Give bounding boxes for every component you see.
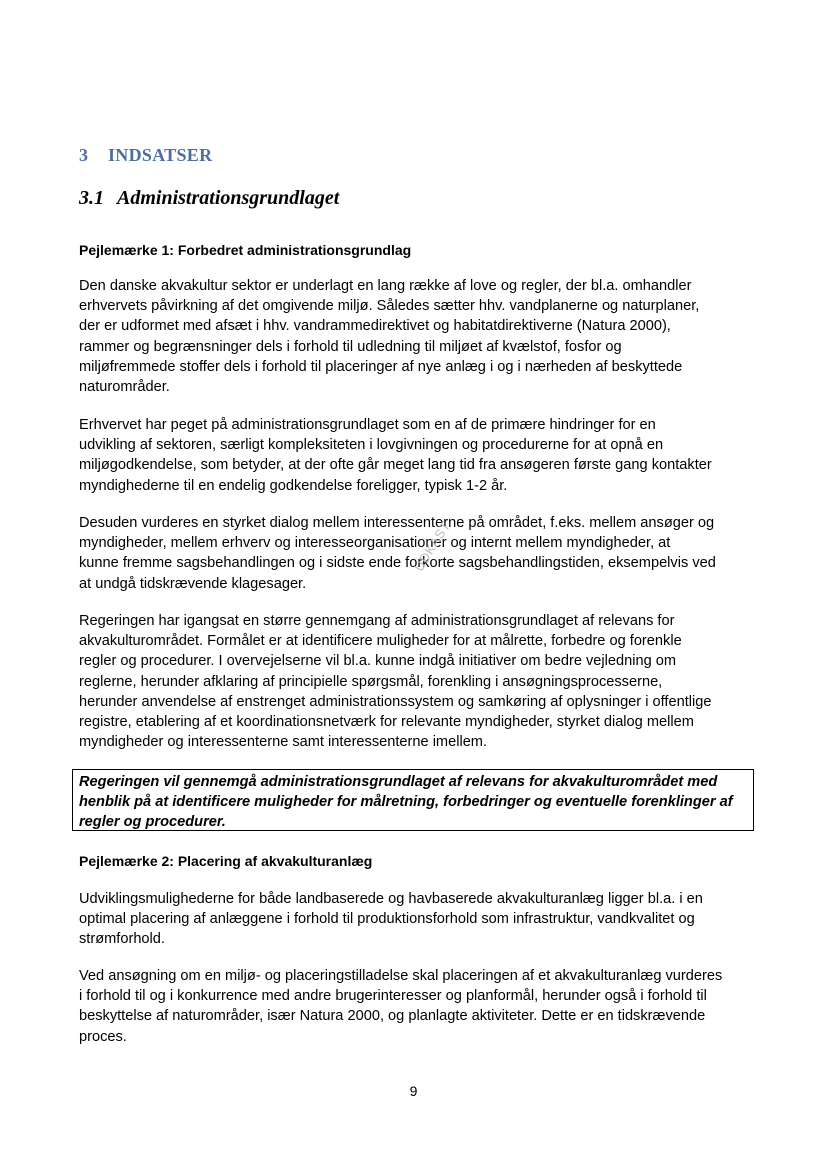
text-line: Desuden vurderes en styrket dialog mellem interessenterne på området, f.eks. mellem ansøger og	[79, 515, 715, 531]
text-line: regler og procedurer. I overvejelserne vil bl.a. kunne indgå initiativer om bedre vejledning om	[79, 653, 677, 670]
paragraph-2	[79, 415, 759, 496]
text-line: Udviklingsmulighederne for både landbaserede og havbaserede akvakulturanlæg ligger bl.a. i en	[79, 891, 703, 907]
text-line: der er udformet med afsæt i hhv. vandrammedirektivet og habitatdirektiverne (Natura 2000),	[79, 318, 671, 335]
text-line: Ved ansøgning om en miljø- og placeringstilladelse skal placeringen af et akvakulturanlæg vurderes	[79, 968, 723, 984]
text-line: rammer og begrænsninger dels i forhold til udledning til miljøet af kvælstof, fosfor og	[79, 338, 622, 355]
page-number: 9	[409, 1083, 418, 1099]
text-line: registre, etablering af et koordinationsnetværk for relevante myndigheder, styrket dialog mellem	[79, 714, 694, 731]
text-line: akvakulturområdet. Formålet er at identificere muligheder for at målrette, forbedre og forenkle	[79, 633, 682, 650]
section-heading	[79, 145, 212, 166]
section-number: 3	[79, 145, 89, 165]
text-line: herunder anvendelse af enstrenget administrationssystem og samkøring af oplysninger i offentlige	[79, 693, 712, 710]
text-line: i forhold til og i konkurrence med andre brugerinteresser og planformål, herunder også i forhold til	[79, 988, 707, 1005]
marker-1-heading: Pejlemærke 1: Forbedret administrationsgrundlag	[79, 242, 412, 258]
draft-watermark: UDKAST	[411, 518, 454, 574]
paragraph-4	[79, 611, 759, 752]
paragraph-6	[79, 966, 759, 1047]
text-line: miljøfremmede stoffer dels i forhold til placeringer af nye anlæg i og i nærheden af beskyttede	[79, 358, 683, 375]
text-line: udvikling af sektoren, særligt kompleksiteten i lovgivningen og procedurerne for at opnå en	[79, 437, 664, 454]
text-line: kunne fremme sagsbehandlingen og i sidste ende forkorte sagsbehandlingstiden, eksempelvis ved	[79, 555, 716, 572]
text-line: Den danske akvakultur sektor er underlagt en lang række af love og regler, der bl.a. omhandler	[79, 278, 692, 294]
text-line: Regeringen har igangsat en større gennemgang af administrationsgrundlaget af relevans for	[79, 613, 675, 629]
section-title: INDSATSER	[108, 145, 213, 165]
paragraph-5	[79, 889, 759, 950]
text-line: naturområder.	[79, 379, 170, 396]
text-line: strømforhold.	[79, 931, 165, 948]
text-line: myndighederne til en endelig godkendelse foreligger, typisk 1-2 år.	[79, 477, 508, 494]
text-line: reglerne, herunder afklaring af principielle spørgsmål, forenkling i ansøgningsprocesserne,	[79, 673, 663, 690]
subsection-number: 3.1	[79, 187, 104, 209]
text-line: Regeringen vil gennemgå administrationsgrundlaget af relevans for akvakulturområdet med	[79, 774, 718, 790]
text-line: myndigheder og interessenterne samt interessenterne imellem.	[79, 734, 488, 751]
text-line: at undgå tidskrævende klagesager.	[79, 575, 307, 592]
text-line: regler og procedurer.	[79, 814, 226, 831]
text-line: henblik på at identificere muligheder for målretning, forbedringer og eventuelle forenklinger af	[79, 794, 733, 811]
subsection-title: Administrationsgrundlaget	[117, 187, 340, 209]
text-line: proces.	[79, 1028, 127, 1045]
text-line: beskyttelse af naturområder, især Natura 2000, og planlagte aktiviteter. Dette er en tidskrævende	[79, 1008, 706, 1025]
text-line: myndigheder, mellem erhverv og interesseorganisationer og internt mellem myndigheder, at	[79, 535, 671, 552]
paragraph-1	[79, 276, 759, 397]
marker-2-heading: Pejlemærke 2: Placering af akvakulturanlæg	[79, 853, 373, 869]
text-line: Erhvervet har peget på administrationsgrundlaget som en af de primære hindringer for en	[79, 417, 656, 433]
text-line: miljøgodkendelse, som betyder, at der ofte går meget lang tid fra ansøgeren første gang kontakter	[79, 457, 712, 474]
subsection-heading	[79, 187, 339, 210]
text-line: erhvervets påvirkning af det omgivende miljø. Således sætter hhv. vandplanerne og naturplaner,	[79, 298, 700, 315]
text-line: optimal placering af anlæggene i forhold til produktionsforhold som infrastruktur, vandkvalitet og	[79, 911, 695, 928]
government-commitment-box	[72, 769, 754, 831]
